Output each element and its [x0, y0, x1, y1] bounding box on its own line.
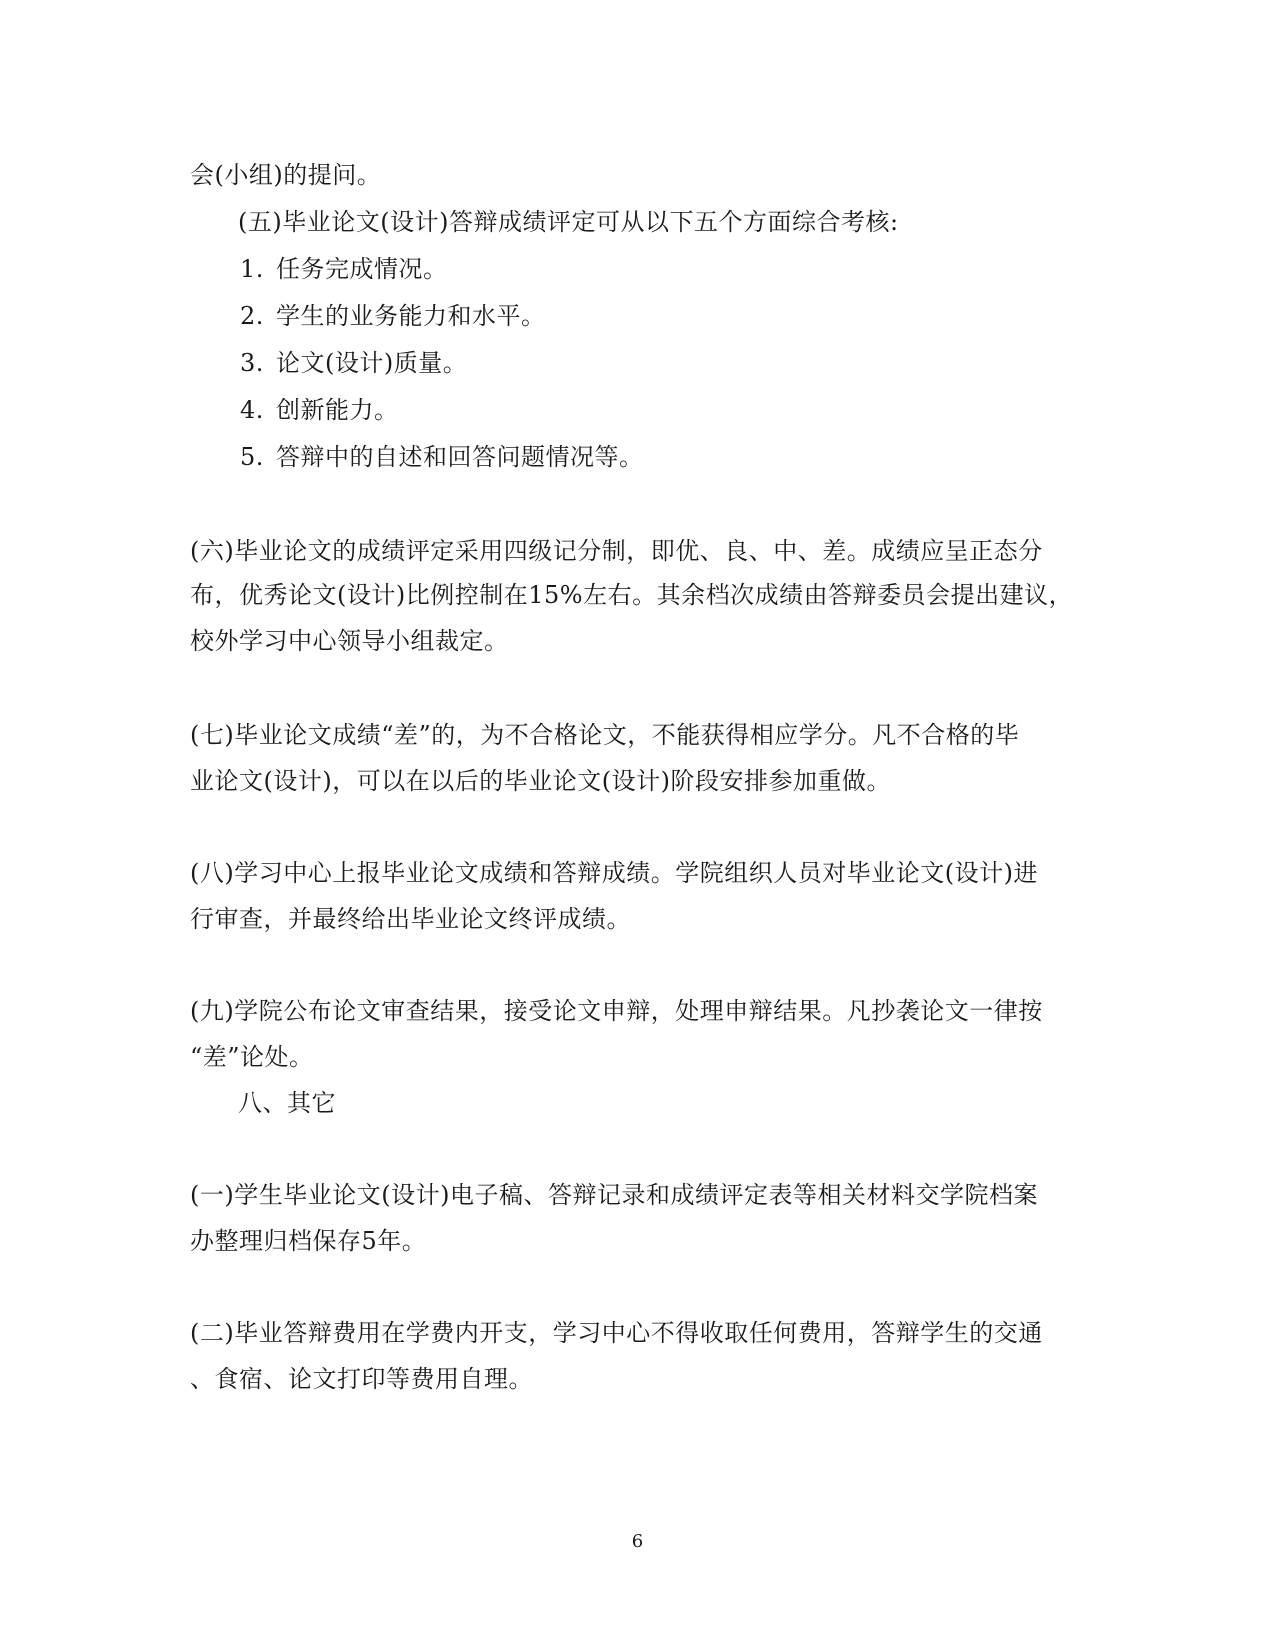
list-text: 学生的业务能力和水平。: [276, 302, 546, 330]
text-line: 布，优秀论文(设计)比例控制在15%左右。其余档次成绩由答辩委员会提出建议，: [190, 581, 1074, 609]
text-line: 行审查，并最终给出毕业论文终评成绩。: [190, 905, 631, 933]
list-item: [240, 301, 546, 331]
text-line: (六)毕业论文的成绩评定采用四级记分制，即优、良、中、差。成绩应呈正态分: [190, 537, 1043, 565]
text-line: (一)学生毕业论文(设计)电子稿、答辩记录和成绩评定表等相关材料交学院档案: [190, 1181, 1038, 1209]
section-heading: 八、其它: [238, 1089, 336, 1117]
text-line: (八)学习中心上报毕业论文成绩和答辩成绩。学院组织人员对毕业论文(设计)进: [190, 859, 1038, 887]
list-item: [240, 442, 644, 472]
list-number: 1.: [240, 255, 264, 283]
list-item: [240, 254, 448, 284]
text-line: (九)学院公布论文审查结果，接受论文申辩，处理申辩结果。凡抄袭论文一律按: [190, 997, 1043, 1025]
list-number: 3.: [240, 349, 264, 377]
list-item: [240, 348, 467, 378]
list-number: 4.: [240, 396, 264, 424]
section-heading: (五)毕业论文(设计)答辩成绩评定可从以下五个方面综合考核:: [238, 208, 899, 236]
list-text: 任务完成情况。: [276, 255, 448, 283]
list-text: 论文(设计)质量。: [276, 349, 468, 377]
list-number: 5.: [240, 443, 264, 471]
list-item: [240, 395, 399, 425]
page-number: 6: [631, 1531, 644, 1552]
list-text: 创新能力。: [276, 396, 399, 424]
list-text: 答辩中的自述和回答问题情况等。: [276, 443, 644, 471]
text-line: (七)毕业论文成绩“差”的，为不合格论文，不能获得相应学分。凡不合格的毕: [190, 721, 1020, 749]
text-line: (二)毕业答辩费用在学费内开支，学习中心不得收取任何费用，答辩学生的交通: [190, 1319, 1043, 1347]
list-number: 2.: [240, 302, 264, 330]
text-line: 业论文(设计)，可以在以后的毕业论文(设计)阶段安排参加重做。: [190, 767, 891, 795]
text-line: 办整理归档保存5年。: [190, 1227, 427, 1255]
text-line: 会(小组)的提问。: [190, 161, 382, 189]
text-line: “差”论处。: [190, 1043, 314, 1071]
text-line: 校外学习中心领导小组裁定。: [190, 627, 509, 655]
text-line: 、食宿、论文打印等费用自理。: [190, 1365, 533, 1393]
